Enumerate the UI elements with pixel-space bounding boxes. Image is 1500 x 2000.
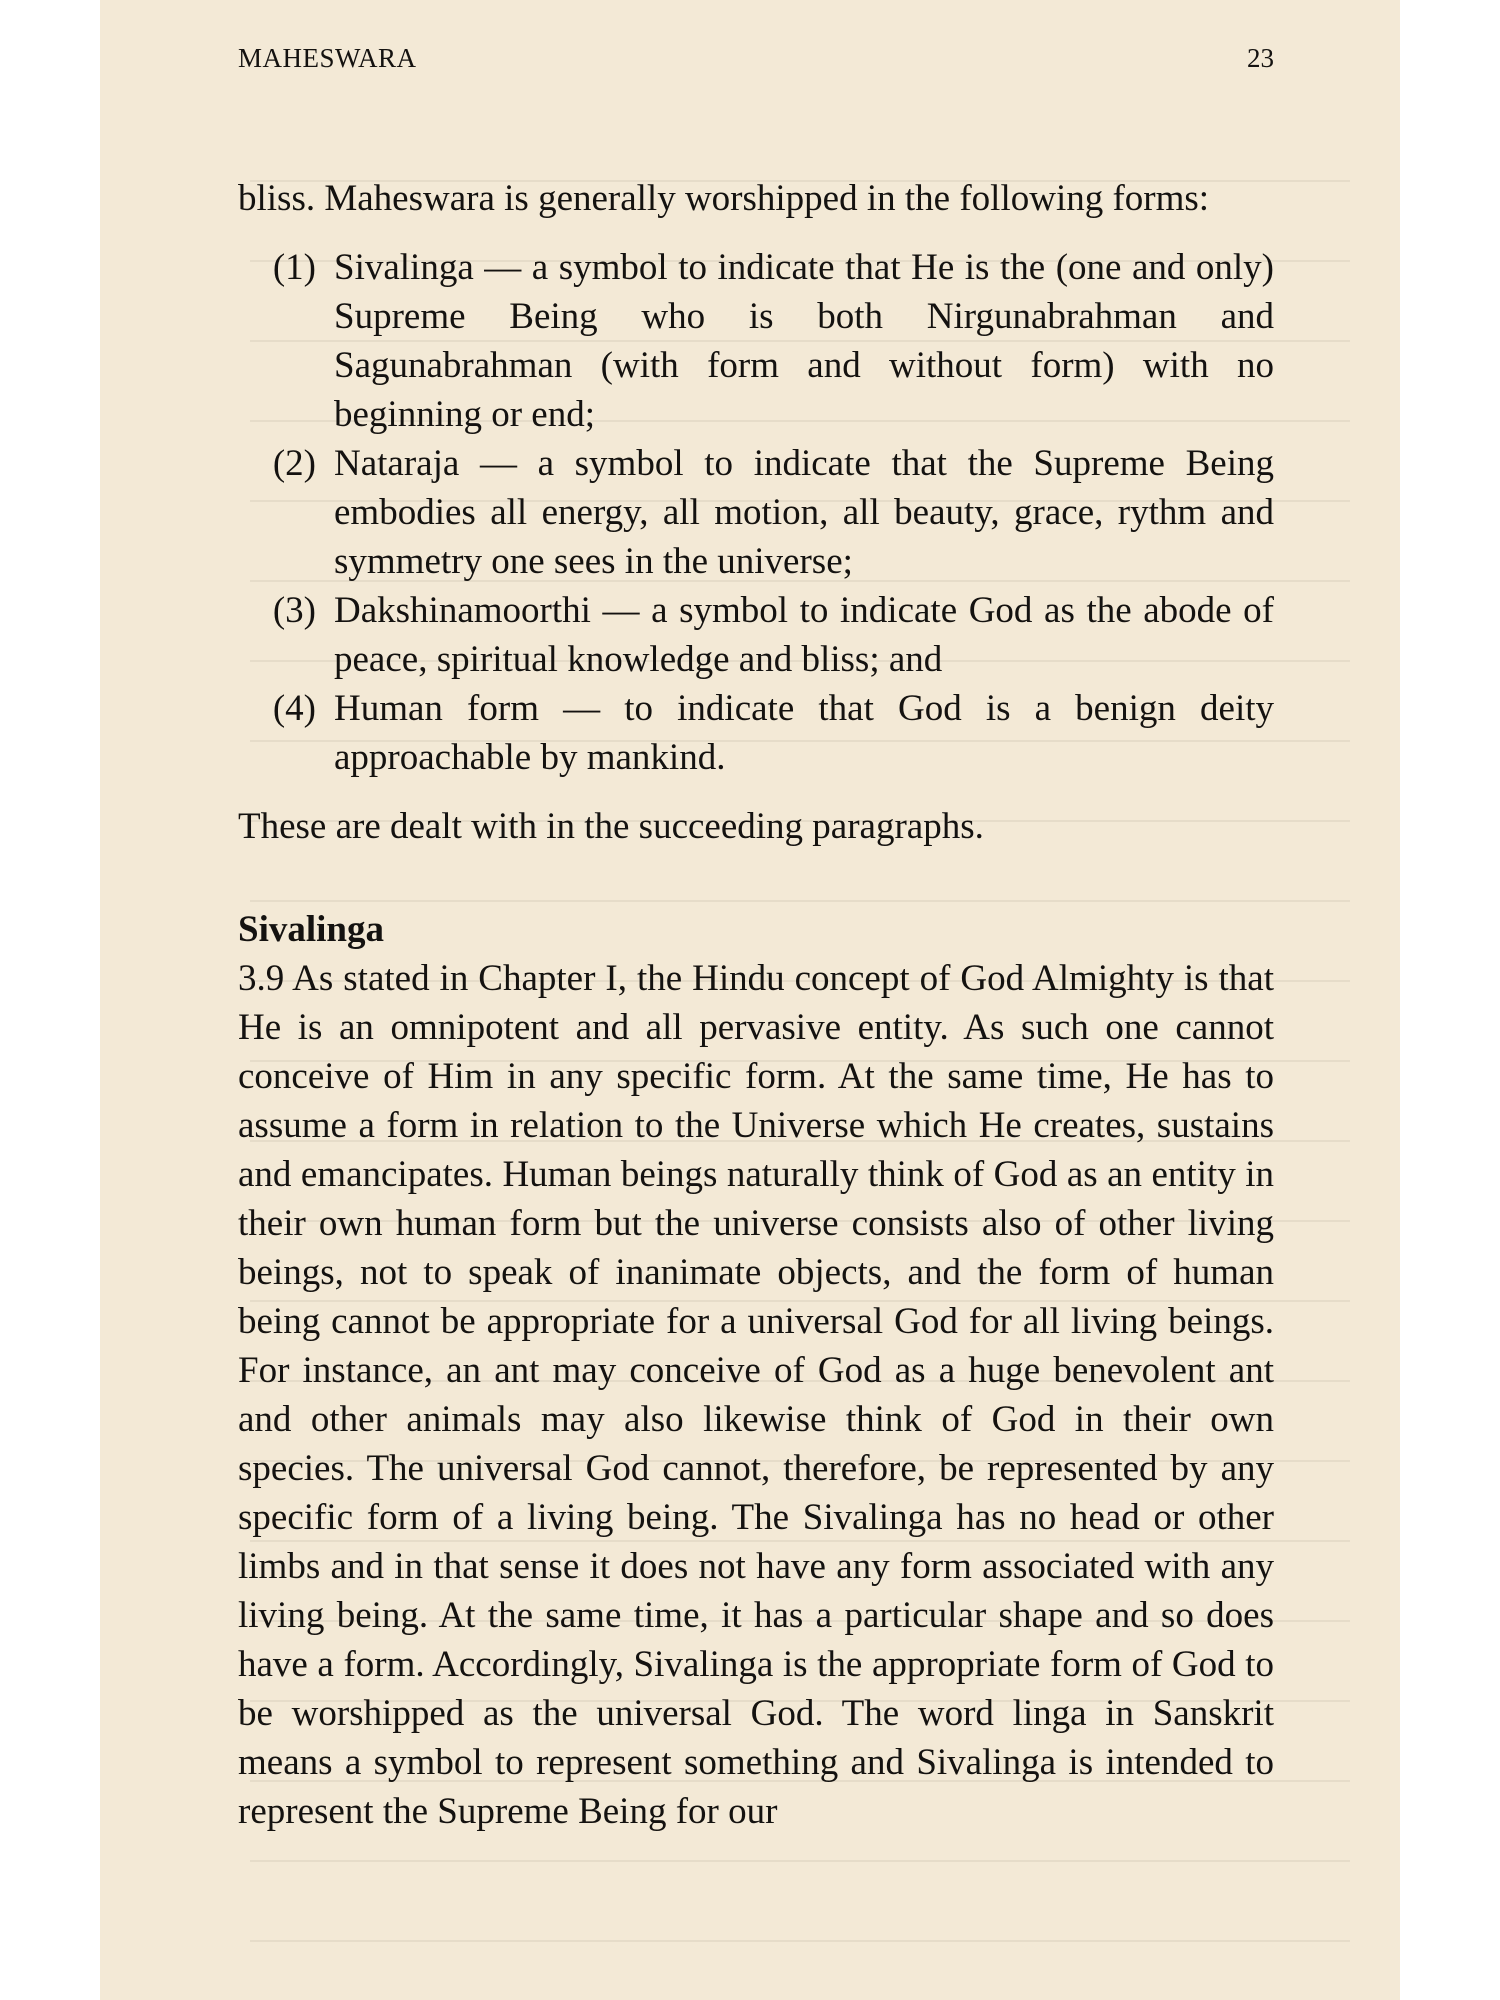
list-item-number: (1) [272, 247, 316, 288]
list-item [238, 439, 1274, 586]
list-item [238, 243, 1274, 439]
closing-paragraph: These are dealt with in the succeeding paragraphs. [238, 806, 984, 847]
list-item-text: Dakshinamoorthi — a symbol to indicate God as the abode of peace, spiritual knowledge and bliss; and [334, 590, 1274, 680]
list-item-number: (2) [272, 443, 316, 484]
chapter-title: MAHESWARA [238, 43, 417, 73]
section-body-paragraph: 3.9 As stated in Chapter I, the Hindu concept of God Almighty is that He is an omnipotent and all pervasive entity. As such one cannot conceive of Him in any specific form. At the same time, He has to assume a form in relation to the Universe which He creates, sustains and emancipates. Human beings naturally think of God as an entity in their own human form but the universe consists also of other living beings, not to speak of inanimate objects, and the form of human being cannot be appropriate for a universal God for all living beings. For instance, an ant may conceive of God as a huge benevolent ant and other animals may also likewise think of God in their own species. The universal God cannot, therefore, be represented by any specific form of a living being. The Sivalinga has no head or other limbs and in that sense it does not have any form associated with any living being. At the same time, it has a particular shape and so does have a form. Accordingly, Sivalinga is the appropriate form of God to be worshipped as the universal God. The word linga in Sanskrit means a symbol to represent something and Sivalinga is intended to represent the Supreme Being for our [238, 958, 1274, 1832]
list-item-text: Nataraja — a symbol to indicate that the Supreme Being embodies all energy, all motion, all beauty, grace, rythm and symmetry one sees in the universe; [334, 443, 1274, 582]
list-item-number: (3) [272, 590, 316, 631]
section-heading: Sivalinga [238, 909, 384, 950]
page-number: 23 [1247, 43, 1274, 73]
list-item-text: Human form — to indicate that God is a benign deity approachable by mankind. [334, 688, 1274, 778]
page-content [238, 38, 1274, 1836]
forms-list [238, 243, 1274, 782]
intro-paragraph: bliss. Maheswara is generally worshipped in the following forms: [238, 178, 1210, 219]
book-page [100, 0, 1400, 2000]
list-item-number: (4) [272, 688, 316, 729]
running-head [238, 38, 1274, 78]
list-item [238, 684, 1274, 782]
list-item [238, 586, 1274, 684]
list-item-text: Sivalinga — a symbol to indicate that He is the (one and only) Supreme Being who is both Nirgunabrahman and Sagunabrahman (with form and without form) with no beginning or end; [334, 247, 1274, 435]
